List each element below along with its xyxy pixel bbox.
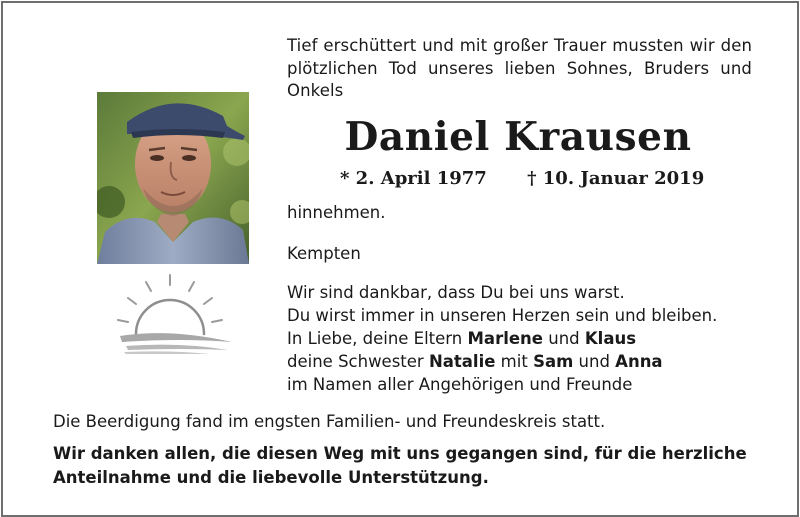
portrait-photo bbox=[97, 92, 249, 264]
deceased-name: Daniel Krausen bbox=[344, 114, 692, 160]
sister-prefix: deine Schwester bbox=[287, 352, 429, 371]
place-text: Kempten bbox=[287, 244, 361, 263]
conjunction: und bbox=[573, 352, 616, 371]
gratitude-line: Wir sind dankbar, dass Du bei uns warst. bbox=[287, 283, 625, 302]
accept-text: hinnehmen. bbox=[287, 203, 386, 222]
memory-line: Du wirst immer in unseren Herzen sein und bleiben. bbox=[287, 306, 718, 325]
relatives-line: im Namen aller Angehörigen und Freunde bbox=[287, 375, 633, 394]
family-paragraph bbox=[287, 281, 717, 396]
thanks-note: Wir danken allen, die diesen Weg mit uns gegangen sind, für die herzliche Anteilnahme und die liebevolle Unterstützung. bbox=[53, 444, 747, 487]
sister-name: Natalie bbox=[428, 352, 496, 371]
birth-date: * 2. April 1977 bbox=[340, 168, 487, 189]
conjunction: und bbox=[543, 329, 585, 348]
child-name: Sam bbox=[533, 352, 574, 371]
life-dates bbox=[340, 168, 704, 189]
parents-prefix: In Liebe, deine Eltern bbox=[287, 329, 468, 348]
sunset-icon bbox=[110, 272, 245, 357]
sister-line bbox=[287, 350, 717, 373]
father-name: Klaus bbox=[584, 329, 637, 348]
intro-text: Tief erschüttert und mit großer Trauer mussten wir den plötzlichen Tod unseres lieben Sohnes, Bruders und Onkels bbox=[287, 36, 752, 100]
conjunction: mit bbox=[495, 352, 534, 371]
funeral-note: Die Beerdigung fand im engsten Familien- und Freundeskreis statt. bbox=[53, 412, 606, 431]
mother-name: Marlene bbox=[467, 329, 543, 348]
parents-line bbox=[287, 327, 717, 350]
child-name: Anna bbox=[615, 352, 663, 371]
death-date: † 10. Januar 2019 bbox=[527, 168, 705, 189]
